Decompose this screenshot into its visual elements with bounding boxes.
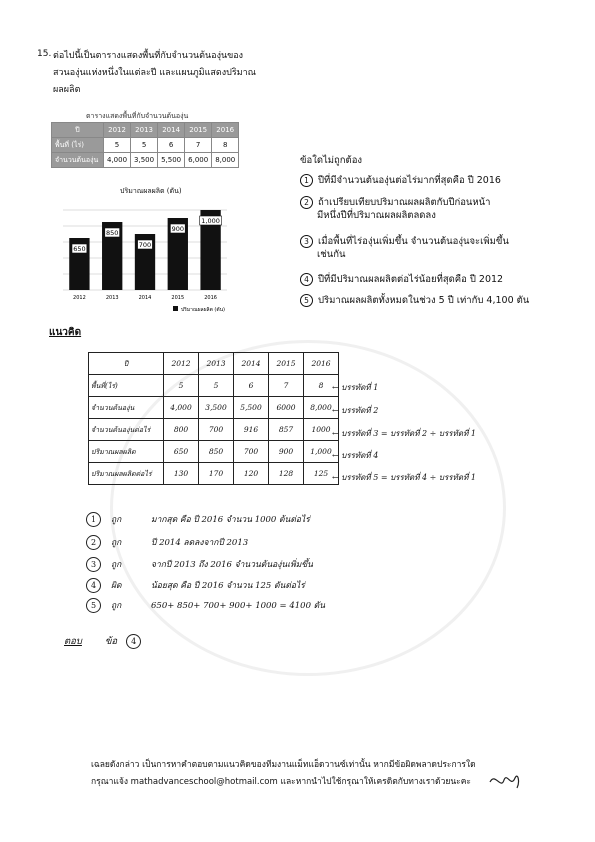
solution-cell: 800 xyxy=(164,419,199,441)
table-cell: 7 xyxy=(185,138,212,153)
choice-text: ปริมาณผลผลิตทั้งหมดในช่วง 5 ปี เท่ากับ 4,100 ตัน xyxy=(318,295,530,306)
solution-cell: 700 xyxy=(234,441,269,463)
answer-item xyxy=(86,535,248,550)
solution-cell: 8,000 xyxy=(304,397,339,419)
legend-label: ปริมาณผลผลิต (ตัน) xyxy=(181,307,225,313)
row-note-text: บรรทัดที่ 3 = บรรทัดที่ 2 ÷ บรรทัดที่ 1 xyxy=(341,429,476,438)
choice-item xyxy=(300,196,491,222)
solution-table xyxy=(88,352,339,485)
legend-swatch xyxy=(173,306,178,311)
answer-verdict: ถูก xyxy=(111,515,122,525)
choice-number: 4 xyxy=(300,273,313,286)
choice-number: 1 xyxy=(300,174,313,187)
solution-cell: 700 xyxy=(199,419,234,441)
answer-item xyxy=(86,598,325,613)
answer-verdict: ถูก xyxy=(111,560,122,570)
final-answer xyxy=(64,634,141,649)
data-label: 850 xyxy=(105,229,119,237)
data-label: 650 xyxy=(73,245,86,253)
choice-number: 2 xyxy=(300,196,313,209)
solution-cell: 6000 xyxy=(269,397,304,419)
table-cell: 6,000 xyxy=(185,153,212,168)
solution-cell: 7 xyxy=(269,375,304,397)
table-header-row xyxy=(52,123,239,138)
answer-text: มากสุด คือ ปี 2016 จำนวน 1000 ต้นต่อไร่ xyxy=(151,515,310,525)
table-header-cell: 2012 xyxy=(104,123,131,138)
x-tick-label: 2012 xyxy=(73,295,86,301)
table-row xyxy=(52,138,239,153)
answer-number: 3 xyxy=(86,557,101,572)
data-label: 1,000 xyxy=(201,217,220,225)
solution-cell: 650 xyxy=(164,441,199,463)
answer-number: 4 xyxy=(86,578,101,593)
table-cell: 8,000 xyxy=(212,153,239,168)
data-label: 900 xyxy=(171,225,185,233)
signature-mark xyxy=(487,768,523,794)
solution-row-label: พื้นที่(ไร่) xyxy=(89,375,164,397)
footer-disclaimer: เฉลยดังกล่าว เป็นการหาคำตอบตามแนวคิดของทีมงานแม็ทแอ็ดวานซ์เท่านั้น หากมีข้อผิดพลาดประการใด xyxy=(91,760,476,770)
final-answer-choice: 4 xyxy=(126,634,141,649)
solution-cell: 128 xyxy=(269,463,304,485)
solution-header-row xyxy=(89,353,339,375)
solution-cell: 120 xyxy=(234,463,269,485)
table-header-cell: ปี xyxy=(52,123,104,138)
table-caption: ตารางแสดงพื้นที่กับจำนวนต้นองุ่น xyxy=(86,112,189,120)
solution-cell: 4,000 xyxy=(164,397,199,419)
table-header-cell: 2015 xyxy=(185,123,212,138)
answer-text: ปี 2014 ลดลงจากปี 2013 xyxy=(151,538,249,548)
answer-verdict: ถูก xyxy=(111,601,122,611)
choice-item xyxy=(300,294,529,307)
row-note: ← บรรทัดที่ 3 = บรรทัดที่ 2 ÷ บรรทัดที่ 1 xyxy=(332,429,476,438)
table-cell: 5 xyxy=(131,138,158,153)
answer-text: จากปี 2013 ถึง 2016 จำนวนต้นองุ่นเพิ่มขึ้น xyxy=(151,560,313,570)
answer-text: น้อยสุด คือ ปี 2016 จำนวน 125 ตันต่อไร่ xyxy=(151,581,305,591)
row-note: ← บรรทัดที่ 1 xyxy=(332,383,379,392)
answer-verdict: ผิด xyxy=(111,581,122,591)
x-tick-label: 2014 xyxy=(138,295,152,301)
solution-header-cell: 2016 xyxy=(304,353,339,375)
choice-text: เมื่อพื้นที่ไร่องุ่นเพิ่มขึ้น จำนวนต้นองุ่นจะเพิ่มขึ้น xyxy=(318,236,509,247)
solution-cell: 857 xyxy=(269,419,304,441)
table-row-label: พื้นที่ (ไร่) xyxy=(52,138,104,153)
solution-cell: 5,500 xyxy=(234,397,269,419)
choice-text: มีหนึ่งปีที่ปริมาณผลผลิตลดลง xyxy=(317,210,436,221)
solution-cell: 130 xyxy=(164,463,199,485)
solution-header-cell: 2013 xyxy=(199,353,234,375)
solution-header-cell: ปี xyxy=(89,353,164,375)
solution-row-label: จำนวนต้นองุ่น xyxy=(89,397,164,419)
answer-number: 2 xyxy=(86,535,101,550)
answer-text: 650+ 850+ 700+ 900+ 1000 = 4100 ตัน xyxy=(151,601,326,611)
solution-cell: 1000 xyxy=(304,419,339,441)
final-answer-label: ตอบ xyxy=(64,636,82,647)
choice-item xyxy=(300,273,503,286)
question-line: ผลผลิต xyxy=(53,85,81,95)
row-note: ← บรรทัดที่ 2 xyxy=(332,406,379,415)
solution-cell: 900 xyxy=(269,441,304,463)
row-note: ← บรรทัดที่ 5 = บรรทัดที่ 4 ÷ บรรทัดที่ 1 xyxy=(332,473,476,482)
table-cell: 6 xyxy=(158,138,185,153)
table-cell: 4,000 xyxy=(104,153,131,168)
table-header-cell: 2016 xyxy=(212,123,239,138)
solution-row xyxy=(89,375,339,397)
choice-text: ปีที่มีปริมาณผลผลิตต่อไร่น้อยที่สุดคือ ปี 2012 xyxy=(318,274,504,285)
question-line: ต่อไปนี้เป็นตารางแสดงพื้นที่กับจำนวนต้นองุ่นของ xyxy=(53,51,244,61)
table-header-cell: 2014 xyxy=(158,123,185,138)
answer-number: 5 xyxy=(86,598,101,613)
data-label: 700 xyxy=(138,241,152,249)
choice-number: 5 xyxy=(300,294,313,307)
answer-number: 1 xyxy=(86,512,101,527)
solution-row-label: จำนวนต้นองุ่นต่อไร่ xyxy=(89,419,164,441)
solution-cell: 170 xyxy=(199,463,234,485)
row-note-text: บรรทัดที่ 1 xyxy=(341,383,379,392)
answer-item xyxy=(86,578,305,593)
solution-row xyxy=(89,419,339,441)
row-note-text: บรรทัดที่ 5 = บรรทัดที่ 4 ÷ บรรทัดที่ 1 xyxy=(341,473,476,482)
row-note-text: บรรทัดที่ 2 xyxy=(341,406,379,415)
table-cell: 8 xyxy=(212,138,239,153)
production-bar-chart xyxy=(55,196,235,320)
answer-verdict: ถูก xyxy=(111,538,122,548)
table-cell: 5 xyxy=(104,138,131,153)
answer-item xyxy=(86,512,310,527)
solution-cell: 125 xyxy=(304,463,339,485)
chart-legend xyxy=(173,306,225,313)
row-note-text: บรรทัดที่ 4 xyxy=(341,451,379,460)
solution-cell: 3,500 xyxy=(199,397,234,419)
solution-row xyxy=(89,441,339,463)
solution-cell: 916 xyxy=(234,419,269,441)
table-cell: 5,500 xyxy=(158,153,185,168)
solution-row-label: ปริมาณผลผลิตต่อไร่ xyxy=(89,463,164,485)
choice-text: ปีที่มีจำนวนต้นองุ่นต่อไร่มากที่สุดคือ ปี 2016 xyxy=(318,175,501,186)
table-row-label: จำนวนต้นองุ่น xyxy=(52,153,104,168)
final-answer-prefix: ข้อ xyxy=(104,636,118,647)
question-number: 15. xyxy=(37,49,52,59)
solution-header-cell: 2014 xyxy=(234,353,269,375)
solution-cell: 5 xyxy=(199,375,234,397)
row-note: ← บรรทัดที่ 4 xyxy=(332,451,379,460)
table-header-cell: 2013 xyxy=(131,123,158,138)
solution-row-label: ปริมาณผลผลิต xyxy=(89,441,164,463)
solution-header-cell: 2015 xyxy=(269,353,304,375)
solution-row xyxy=(89,463,339,485)
table-cell: 3,500 xyxy=(131,153,158,168)
choices-heading: ข้อใดไม่ถูกต้อง xyxy=(300,155,363,166)
choice-text: เช่นกัน xyxy=(317,249,346,260)
footer-contact: กรุณาแจ้ง mathadvanceschool@hotmail.com และหากนำไปใช้กรุณาให้เครดิตกับทางเราด้วยนะคะ xyxy=(91,777,471,787)
x-tick-label: 2016 xyxy=(204,295,217,301)
choice-text: ถ้าเปรียบเทียบปริมาณผลผลิตกับปีก่อนหน้า xyxy=(318,197,491,208)
solution-header-cell: 2012 xyxy=(164,353,199,375)
question-line: สวนองุ่นแห่งหนึ่งในแต่ละปี และแผนภูมิแสดงปริมาณ xyxy=(53,68,257,78)
choice-item xyxy=(300,174,501,187)
solution-cell: 850 xyxy=(199,441,234,463)
solution-cell: 1,000 xyxy=(304,441,339,463)
solution-row xyxy=(89,397,339,419)
answer-item xyxy=(86,557,313,572)
x-tick-label: 2015 xyxy=(171,295,185,301)
choice-number: 3 xyxy=(300,235,313,248)
solution-cell: 5 xyxy=(164,375,199,397)
chart-title: ปริมาณผลผลิต (ตัน) xyxy=(120,187,182,195)
x-tick-label: 2013 xyxy=(105,295,119,301)
solution-title: แนวคิด xyxy=(49,327,82,338)
table-row xyxy=(52,153,239,168)
area-tree-table xyxy=(51,122,239,168)
solution-cell: 8 xyxy=(304,375,339,397)
solution-cell: 6 xyxy=(234,375,269,397)
choice-item xyxy=(300,235,509,261)
